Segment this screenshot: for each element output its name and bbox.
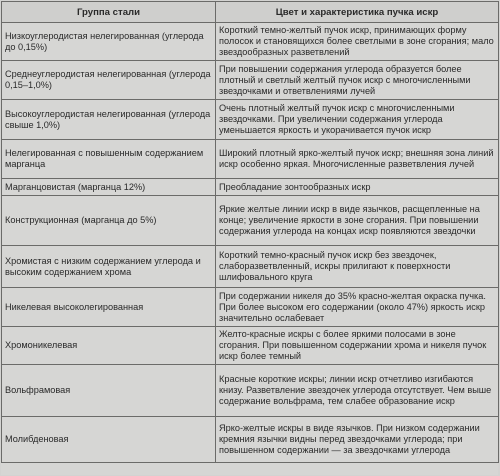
spark-description-cell: При содержании никеля до 35% красно-желтая окраска пучка. При более высоком его содержании (около 47%) яркость искр значительно ослабевает (216, 288, 499, 327)
steel-group-cell: Никелевая высоколегированная (2, 288, 216, 327)
spark-description-cell: Яркие желтые линии искр в виде язычков, расщепленные на конце; увеличение яркости в зоне сгорания. При повышении содержания углерода на концах искр появляются звездочки (216, 196, 499, 246)
spark-description-cell: Красные короткие искры; линии искр отчетливо изгибаются книзу. Разветвление звездочек углерода отсутствует. Чем выше содержание вольфрама, тем слабее образование искр (216, 365, 499, 417)
table-row (2, 140, 499, 179)
header-spark-characteristics: Цвет и характеристика пучка искр (216, 2, 499, 23)
table-row (2, 417, 499, 463)
table-row (2, 288, 499, 327)
table-header-row (2, 2, 499, 23)
table-row (2, 327, 499, 365)
spark-description-cell: Очень плотный желтый пучок искр с многочисленными звездочками. При увеличении содержания углерода уменьшается яркость и укорачивается пучок искр (216, 100, 499, 140)
table-row (2, 196, 499, 246)
spark-description-cell: Ярко-желтые искры в виде язычков. При низком содержании кремния язычки видны перед звездочками углерода; при повышенном содержании — за звездочками углерода (216, 417, 499, 463)
steel-group-cell: Среднеуглеродистая нелегированная (углерода 0,15–1,0%) (2, 61, 216, 100)
spark-description-cell: При повышении содержания углерода образуется более плотный и светлый желтый пучок искр с многочисленными звездочками и ответвлениями лучей (216, 61, 499, 100)
steel-group-cell: Нелегированная с повышенным содержанием марганца (2, 140, 216, 179)
spark-test-sheet (1, 1, 498, 475)
spark-description-cell: Короткий темно-красный пучок искр без звездочек, слаборазветвленный, искры прилигают к поверхности шлифовального круга (216, 246, 499, 288)
spark-description-cell: Широкий плотный ярко-желтый пучок искр; внешняя зона линий искр особенно яркая. Многочисленные разветвления лучей (216, 140, 499, 179)
steel-group-cell: Высокоуглеродистая нелегированная (углерода свыше 1,0%) (2, 100, 216, 140)
steel-group-cell: Вольфрамовая (2, 365, 216, 417)
table-row (2, 179, 499, 196)
spark-description-cell: Преобладание зонтообразных искр (216, 179, 499, 196)
spark-description-cell: Желто-красные искры с более яркими полосами в зоне сгорания. При повышенном содержании хрома и никеля пучок искр более темный (216, 327, 499, 365)
table-row (2, 23, 499, 61)
spark-characteristics-table (1, 1, 499, 463)
spark-description-cell: Короткий темно-желтый пучок искр, принимающих форму полосок и становящихся более светлыми в зоне сгорания; мало звездообразных разветвлений (216, 23, 499, 61)
table-row (2, 365, 499, 417)
table-row (2, 100, 499, 140)
steel-group-cell: Марганцовистая (марганца 12%) (2, 179, 216, 196)
table-row (2, 246, 499, 288)
steel-group-cell: Хромистая с низким содержанием углерода и высоким содержанием хрома (2, 246, 216, 288)
steel-group-cell: Конструкционная (марганца до 5%) (2, 196, 216, 246)
header-steel-group: Группа стали (2, 2, 216, 23)
steel-group-cell: Низкоуглеродистая нелегированная (углерода до 0,15%) (2, 23, 216, 61)
steel-group-cell: Хромоникелевая (2, 327, 216, 365)
table-row (2, 61, 499, 100)
steel-group-cell: Молибденовая (2, 417, 216, 463)
